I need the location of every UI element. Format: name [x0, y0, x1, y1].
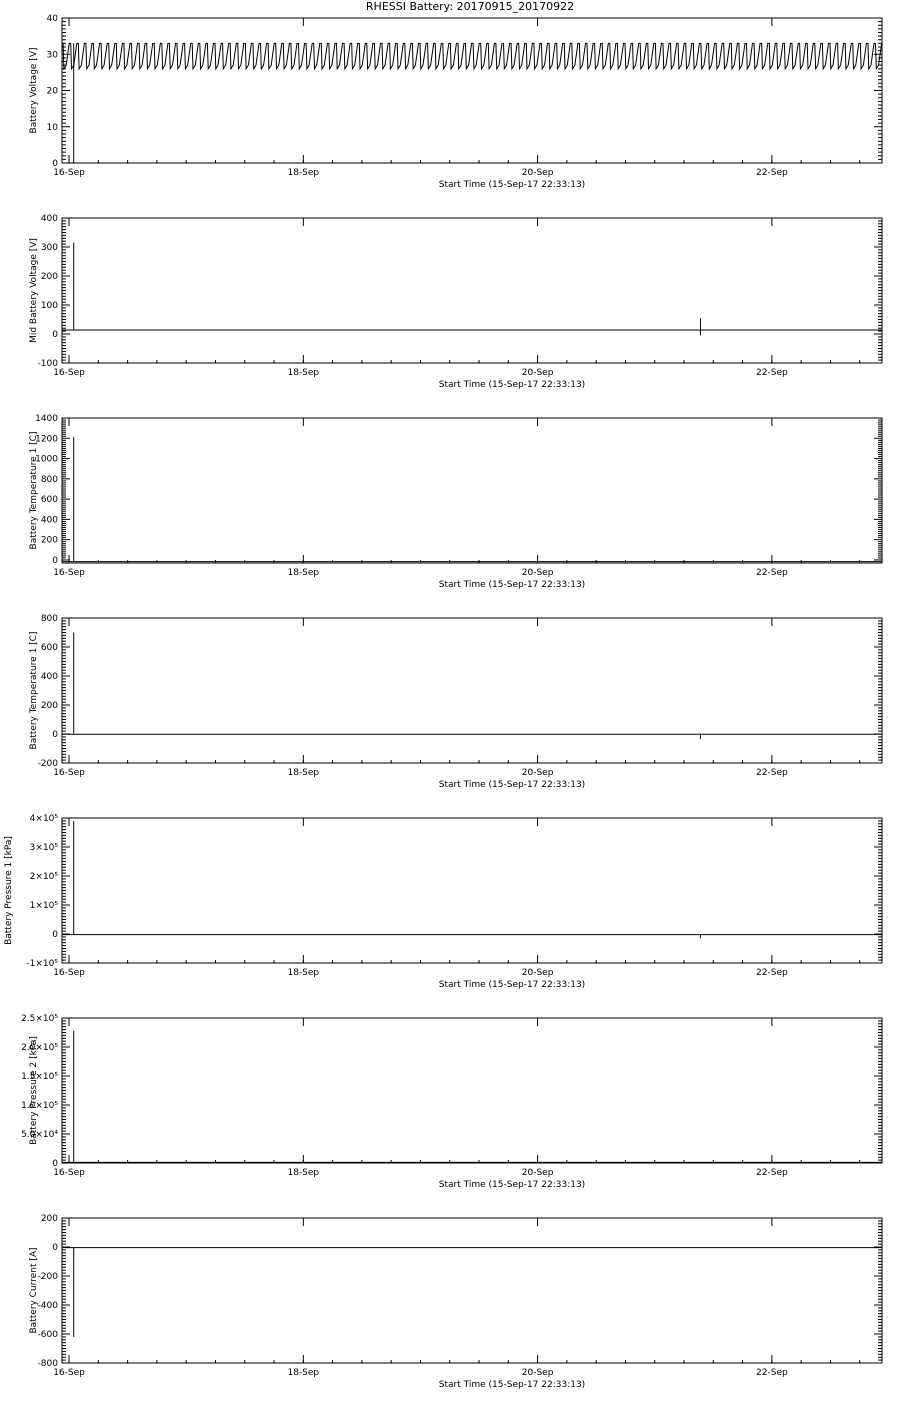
x-tick-label: 20-Sep: [521, 368, 554, 378]
x-tick-label: 16-Sep: [53, 568, 85, 578]
y-tick-label: 800: [40, 614, 58, 624]
x-tick-label: 20-Sep: [521, 1368, 554, 1378]
x-axis-label: Start Time (15-Sep-17 22:33:13): [438, 980, 586, 990]
plot-frame: [62, 218, 882, 363]
y-tick-label: -800: [37, 1359, 58, 1369]
y-tick-label: 5.0×10⁴: [21, 1130, 58, 1140]
x-tick-label: 18-Sep: [287, 368, 320, 378]
y-tick-label: 10: [46, 122, 58, 133]
y-tick-label: 100: [40, 301, 58, 311]
x-tick-label: 18-Sep: [287, 1168, 320, 1178]
figure-title: RHESSI Battery: 20170915_20170922: [365, 0, 575, 13]
y-tick-label: 20: [46, 86, 58, 97]
y-tick-label: -1×10⁵: [26, 959, 58, 969]
x-tick-label: 16-Sep: [53, 968, 85, 978]
data-trace: [62, 1247, 882, 1248]
x-axis-label: Start Time (15-Sep-17 22:33:13): [438, 1180, 586, 1190]
x-tick-label: 22-Sep: [756, 368, 788, 378]
y-tick-label: 0: [52, 330, 58, 340]
y-tick-label: 0: [52, 730, 58, 740]
y-tick-label: -400: [37, 1301, 58, 1311]
data-trace: [62, 1162, 882, 1163]
x-tick-label: 16-Sep: [53, 368, 85, 378]
y-tick-label: 0: [52, 159, 58, 169]
y-tick-label: 400: [40, 515, 58, 526]
chart-panel-3: [29, 414, 882, 590]
y-tick-label: 800: [40, 474, 58, 485]
plot-frame: [62, 18, 882, 163]
data-trace: [62, 561, 882, 562]
y-tick-label: 0: [52, 1159, 58, 1169]
y-axis-label: Battery Temperature 1 [C]: [29, 431, 39, 550]
chart-panel-2: [29, 214, 882, 390]
y-tick-label: 0: [52, 555, 58, 566]
x-axis-label: Start Time (15-Sep-17 22:33:13): [438, 1380, 586, 1390]
y-tick-label: 600: [40, 495, 58, 506]
x-tick-label: 22-Sep: [756, 1168, 788, 1178]
x-tick-label: 20-Sep: [521, 168, 554, 178]
y-tick-label: 4×10⁵: [29, 814, 58, 824]
y-tick-label: 30: [46, 50, 58, 61]
y-axis-label: Battery Temperature 1 [C]: [29, 631, 39, 750]
y-tick-label: 1200: [35, 434, 58, 445]
x-tick-label: 20-Sep: [521, 568, 554, 578]
y-tick-label: 2×10⁵: [29, 872, 58, 882]
y-tick-label: 200: [40, 1214, 58, 1224]
plot-frame: [62, 1218, 882, 1363]
y-tick-label: 1000: [35, 454, 58, 465]
plot-frame: [62, 818, 882, 963]
y-tick-label: 400: [40, 672, 58, 682]
y-tick-label: -200: [37, 759, 58, 769]
y-tick-label: 1400: [35, 414, 58, 424]
x-tick-label: 18-Sep: [287, 768, 320, 778]
y-tick-label: -200: [37, 1272, 58, 1282]
x-tick-label: 18-Sep: [287, 968, 320, 978]
y-tick-label: 400: [40, 214, 58, 224]
x-tick-label: 22-Sep: [756, 568, 788, 578]
y-tick-label: 3×10⁵: [29, 843, 58, 853]
x-axis-label: Start Time (15-Sep-17 22:33:13): [438, 180, 586, 190]
y-tick-label: -600: [37, 1330, 58, 1340]
y-tick-label: 1×10⁵: [29, 901, 58, 911]
x-tick-label: 20-Sep: [521, 968, 554, 978]
y-tick-label: -100: [37, 359, 58, 369]
y-tick-label: 1.0×10⁵: [21, 1101, 58, 1111]
y-tick-label: 1.5×10⁵: [21, 1072, 58, 1082]
x-tick-label: 16-Sep: [53, 1168, 85, 1178]
data-trace: [62, 734, 882, 735]
y-axis-label: Battery Current [A]: [29, 1247, 39, 1334]
x-tick-label: 22-Sep: [756, 1368, 788, 1378]
y-tick-label: 200: [40, 535, 58, 546]
y-axis-label: Battery Pressure 2 [kPa]: [29, 1036, 39, 1145]
x-tick-label: 20-Sep: [521, 768, 554, 778]
x-axis-label: Start Time (15-Sep-17 22:33:13): [438, 580, 586, 590]
x-tick-label: 20-Sep: [521, 1168, 554, 1178]
chart-panel-5: [4, 814, 882, 990]
x-tick-label: 18-Sep: [287, 168, 320, 178]
y-tick-label: 200: [40, 701, 58, 711]
y-tick-label: 0: [52, 930, 58, 940]
chart-panel-4: [29, 614, 882, 790]
x-tick-label: 18-Sep: [287, 568, 320, 578]
x-tick-label: 22-Sep: [756, 168, 788, 178]
plot-frame: [62, 618, 882, 763]
y-tick-label: 200: [40, 272, 58, 282]
x-tick-label: 22-Sep: [756, 968, 788, 978]
plot-frame: [62, 1018, 882, 1163]
x-axis-label: Start Time (15-Sep-17 22:33:13): [438, 780, 586, 790]
y-axis-label: Mid Battery Voltage [V]: [29, 238, 39, 343]
x-tick-label: 18-Sep: [287, 1368, 320, 1378]
chart-panel-7: [29, 1214, 882, 1390]
data-trace: [62, 934, 882, 935]
y-tick-label: 2.5×10⁵: [21, 1014, 58, 1024]
x-tick-label: 16-Sep: [53, 1368, 85, 1378]
plot-frame: [62, 418, 882, 563]
data-trace: [62, 329, 882, 330]
y-tick-label: 40: [46, 14, 58, 24]
y-tick-label: 2.0×10⁵: [21, 1043, 58, 1053]
x-axis-label: Start Time (15-Sep-17 22:33:13): [438, 380, 586, 390]
y-axis-label: Battery Pressure 1 [kPa]: [4, 836, 14, 945]
x-tick-label: 22-Sep: [756, 768, 788, 778]
x-tick-label: 16-Sep: [53, 168, 85, 178]
data-trace: [62, 43, 882, 68]
chart-panel-1: [29, 14, 882, 190]
x-tick-label: 16-Sep: [53, 768, 85, 778]
y-tick-label: 0: [52, 1243, 58, 1253]
y-tick-label: 300: [40, 243, 58, 253]
chart-panel-6: [21, 1014, 882, 1190]
y-axis-label: Battery Voltage [V]: [29, 47, 39, 134]
y-tick-label: 600: [40, 643, 58, 653]
